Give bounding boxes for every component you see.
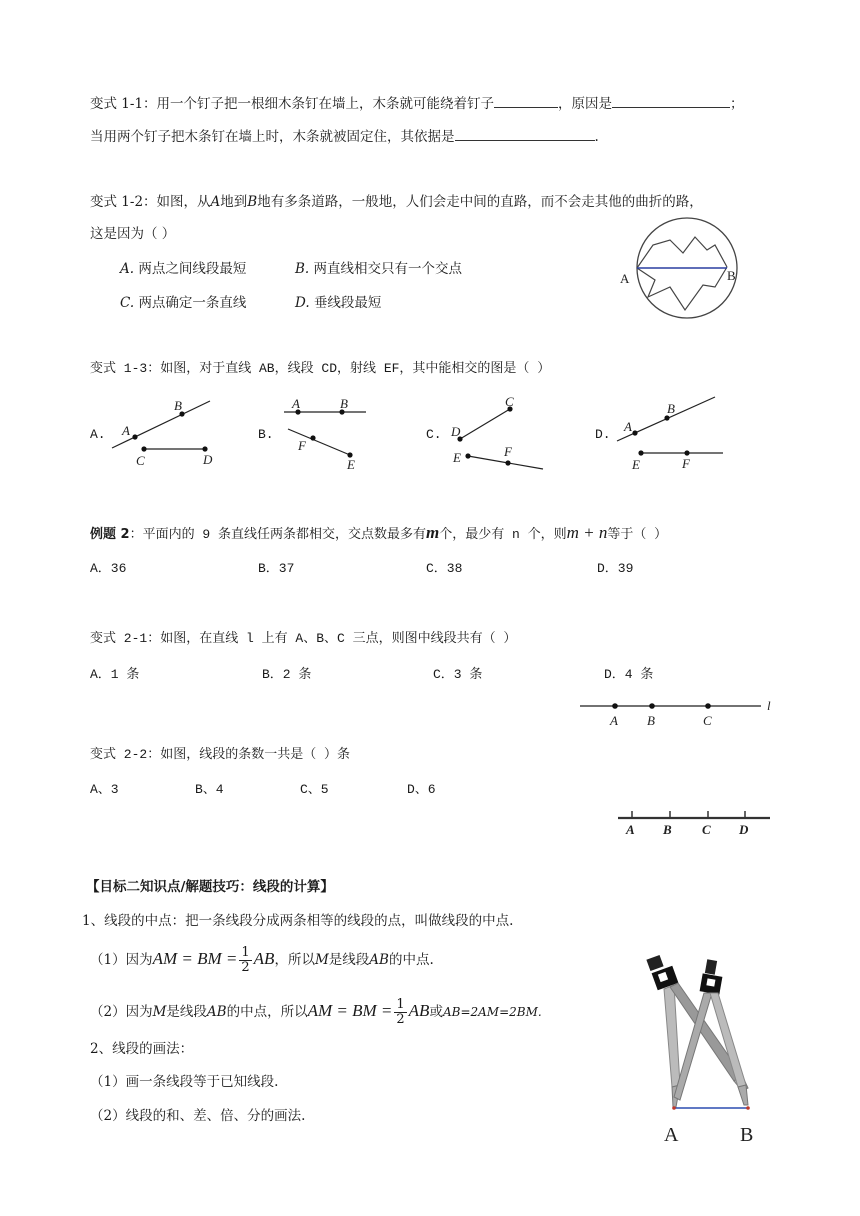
- option-text: 垂线段最短: [313, 295, 382, 311]
- example-2-option-c: C．38: [426, 561, 463, 576]
- item-text: 或: [429, 1004, 443, 1020]
- svg-text:D: D: [739, 822, 749, 837]
- v2-1-option-d: D．4 条: [604, 667, 654, 682]
- winding-road-bottom: [637, 267, 727, 310]
- svg-text:B: B: [667, 401, 675, 416]
- svg-text:B: B: [174, 398, 182, 413]
- figure-label-a: A: [620, 271, 630, 286]
- v2-2-option-b: B、4: [195, 782, 224, 797]
- point-a: A: [210, 194, 221, 210]
- v2-2-question: 变式 2-2：如图，线段的条数一共是（ ）条: [90, 747, 351, 762]
- example-text-a: ：平面内的 9 条直线任两条都相交，交点数最多有: [129, 527, 426, 542]
- figure-label-b: B: [727, 268, 736, 283]
- v2-2-option-c: C、5: [300, 782, 329, 797]
- example-text-b: 个，最少有 n 个，则: [439, 527, 567, 542]
- v1-2-text-c: 地有多条道路，一般地，人们会走中间的直路，而不会走其他的曲折的路，: [257, 194, 703, 210]
- option-text: 两直线相交只有一个交点: [313, 261, 463, 277]
- svg-text:B: B: [663, 822, 672, 837]
- svg-text:F: F: [298, 438, 306, 453]
- v2-1-option-c: C．3 条: [433, 667, 483, 682]
- answer-blank[interactable]: [612, 93, 730, 108]
- answer-blank[interactable]: [455, 126, 595, 141]
- expression-m-plus-n: m + n: [566, 523, 608, 542]
- v1-1-text-e: .: [594, 129, 599, 145]
- point-m: M: [314, 952, 329, 968]
- example-2-question: [90, 524, 667, 544]
- goal-2-heading: 【目标二知识点/解题技巧：线段的计算】: [86, 879, 334, 895]
- roads-circle-figure: [615, 215, 765, 325]
- svg-text:A: A: [122, 423, 130, 438]
- example-text-c: 等于（ ）: [607, 527, 668, 542]
- svg-text:D: D: [451, 424, 461, 439]
- v1-1-text-a: 变式 1-1：用一个钉子把一根细木条钉在墙上，木条就可能绕着钉子: [90, 96, 495, 112]
- goal-2-item-2: [90, 996, 542, 1027]
- svg-text:A: A: [292, 396, 300, 411]
- equation-am-bm: AM = BM =: [307, 1001, 393, 1020]
- svg-text:B: B: [647, 713, 655, 728]
- option-letter: D.: [295, 295, 310, 311]
- figure-label-b: B: [740, 1124, 754, 1146]
- v2-1-option-b: B．2 条: [262, 667, 312, 682]
- option-letter: C.: [120, 295, 135, 311]
- item-text: 是线段: [166, 1004, 207, 1020]
- svg-text:F: F: [682, 456, 690, 471]
- option-letter: A.: [120, 261, 135, 277]
- v1-3-figure-b: [280, 393, 380, 473]
- v1-3-figure-c: [448, 393, 548, 473]
- svg-text:C: C: [703, 713, 712, 728]
- v1-3-option-b-label: B.: [258, 427, 274, 442]
- equation-ab: AB: [253, 949, 275, 968]
- v2-1-option-a: A．1 条: [90, 667, 140, 682]
- item-text: 是线段: [328, 952, 370, 968]
- item-text: （2）因为: [90, 1004, 153, 1020]
- svg-text:C: C: [505, 394, 514, 409]
- v1-2-option-d: [295, 294, 381, 312]
- point-b: B: [247, 194, 258, 210]
- v1-2-text-a: 变式 1-2：如图，从: [90, 194, 211, 210]
- goal-2-midpoint-definition: 1、线段的中点：把一条线段分成两条相等的线段的点，叫做线段的中点.: [82, 913, 514, 929]
- svg-text:l: l: [767, 698, 771, 713]
- v1-2-option-a: [120, 260, 246, 278]
- svg-text:A: A: [610, 713, 618, 728]
- point-m: M: [152, 1004, 167, 1020]
- v2-2-option-a: A、3: [90, 782, 119, 797]
- option-text: 两点确定一条直线: [138, 295, 247, 311]
- example-2-option-a: A．36: [90, 561, 127, 576]
- item-text: 的中点，所以: [226, 1004, 308, 1020]
- v2-2-segment-figure: [615, 808, 775, 838]
- fraction-one-half: $\frac{1}{2}$: [241, 945, 250, 975]
- svg-text:A: A: [624, 419, 632, 434]
- svg-text:D: D: [203, 452, 213, 467]
- svg-text:E: E: [632, 457, 640, 472]
- item-text: （1）因为: [90, 952, 153, 968]
- v1-2-line1: [90, 193, 703, 211]
- svg-text:E: E: [453, 450, 461, 465]
- v1-3-option-c-label: C.: [426, 427, 442, 442]
- option-text: 两点之间线段最短: [138, 261, 247, 277]
- svg-text:E: E: [347, 457, 355, 472]
- v1-3-option-d-label: D.: [595, 427, 611, 442]
- figure-label-a: A: [664, 1124, 679, 1146]
- v1-3-question: 变式 1-3：如图，对于直线 AB，线段 CD，射线 EF，其中能相交的图是（ ）: [90, 361, 551, 376]
- v1-3-figure-d: [615, 393, 725, 473]
- svg-text:F: F: [504, 444, 512, 459]
- segment-ab: AB: [369, 952, 389, 968]
- variable-m: m: [425, 523, 440, 542]
- v2-1-line-figure: [578, 692, 778, 732]
- compasses-figure: [630, 945, 770, 1150]
- winding-road-top: [637, 237, 727, 268]
- svg-text:C: C: [702, 822, 711, 837]
- goal-2-drawing-heading: 2、线段的画法：: [90, 1041, 194, 1057]
- v2-1-question: 变式 2-1：如图，在直线 l 上有 A、B、C 三点，则图中线段共有（ ）: [90, 631, 517, 646]
- example-2-option-b: B．37: [258, 561, 295, 576]
- equation-am-bm: AM = BM =: [152, 949, 238, 968]
- item-text: ，所以: [274, 952, 315, 968]
- example-label: 例题 2: [90, 527, 130, 542]
- fraction-one-half: $\frac{1}{2}$: [396, 997, 405, 1027]
- goal-2-drawing-item-1: （1）画一条线段等于已知线段.: [90, 1074, 279, 1090]
- v1-2-text-b: 地到: [220, 194, 248, 210]
- v1-3-figure-a: [110, 393, 225, 473]
- item-text: 的中点.: [388, 952, 434, 968]
- svg-text:B: B: [340, 396, 348, 411]
- goal-2-item-1: [90, 944, 434, 975]
- v1-1-text-d: 当用两个钉子把木条钉在墙上时，木条就被固定住，其依据是: [90, 129, 455, 145]
- equation-ab-2am: AB=2AM=2BM.: [442, 1005, 542, 1019]
- svg-text:A: A: [626, 822, 635, 837]
- equation-ab: AB: [408, 1001, 430, 1020]
- v1-2-option-c: [120, 294, 246, 312]
- answer-blank[interactable]: [494, 93, 558, 108]
- v1-2-line2: 这是因为（ ）: [90, 226, 176, 242]
- option-letter: B.: [295, 261, 310, 277]
- v2-2-option-d: D、6: [407, 782, 436, 797]
- v1-3-option-a-label: A.: [90, 427, 106, 442]
- goal-2-drawing-item-2: （2）线段的和、差、倍、分的画法.: [90, 1108, 306, 1124]
- v1-2-option-b: [295, 260, 462, 278]
- segment-ab: AB: [206, 1004, 227, 1020]
- svg-text:C: C: [136, 453, 145, 468]
- v1-1-text-b: ，原因是: [558, 96, 613, 112]
- v1-1-text-c: ；: [730, 96, 744, 112]
- v1-1-line2: [90, 126, 599, 146]
- v1-1-line1: [90, 93, 744, 113]
- example-2-option-d: D．39: [597, 561, 634, 576]
